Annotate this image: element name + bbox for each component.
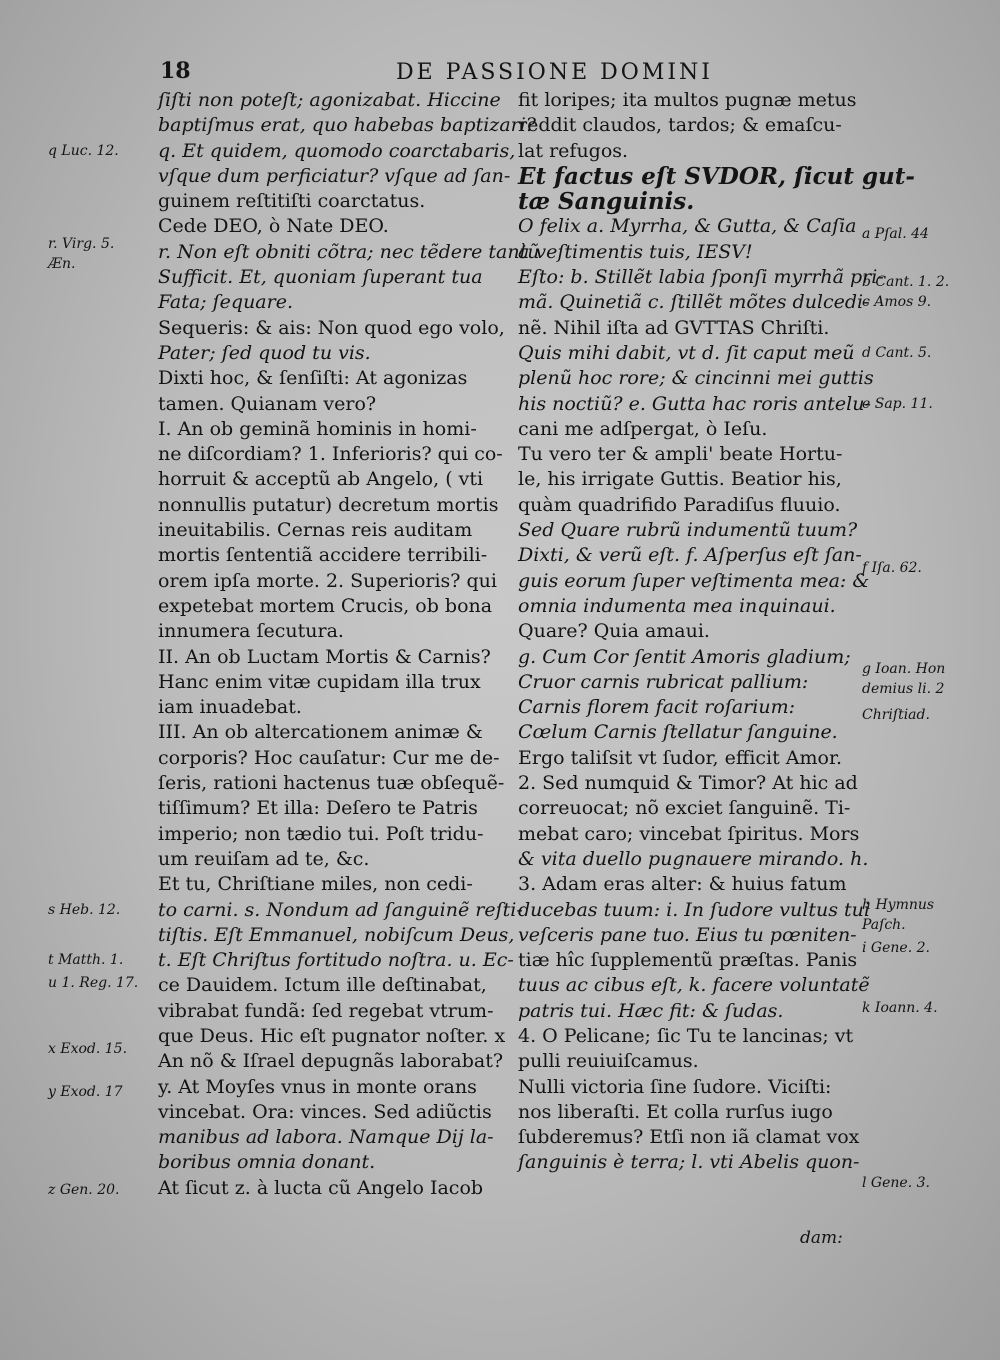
text-line: patris tui. Hæc fit: & ſudas. [518,999,784,1022]
text-line: g. Cum Cor ſentit Amoris gladium; [518,645,851,668]
margin-note: c Amos 9. [862,294,932,311]
text-line: II. An ob Luctam Mortis & Carnis? [158,645,491,668]
text-line: ducebas tuum: i. In ſudore vultus tui [518,898,870,921]
text-line: 3. Adam eras alter: & huius fatum [518,873,847,896]
text-line: Dixti hoc, & ſenſiſti: At agonizas [158,367,468,390]
text-line: Cœlum Carnis ſtellatur ſanguine. [518,721,838,744]
text-line: orem ipſa morte. 2. Superioris? qui [158,569,497,592]
text-line: nonnullis putatur) decretum mortis [158,493,499,516]
text-line: guis eorum ſuper veſtimenta mea: & [518,569,870,592]
text-line: à veſtimentis tuis, IESV! [518,240,753,263]
margin-note: Paſch. [862,916,906,933]
margin-note: x Exod. 15. [48,1040,128,1057]
text-line: tiſtis. Eſt Emmanuel, nobiſcum Deus, [158,923,515,946]
margin-note: u 1. Reg. 17. [48,974,139,991]
margin-note: z Gen. 20. [48,1182,120,1199]
text-line: veſceris pane tuo. Eius tu pœniten- [518,923,857,946]
text-line: Cede DEO, ò Nate DEO. [158,215,389,238]
text-line: Hanc enim vitæ cupidam illa trux [158,670,481,693]
text-line: imperio; non tædio tui. Poſt tridu- [158,822,484,845]
text-line: guinem reſtitiſti coarctatus. [158,190,426,213]
text-line: vincebat. Ora: vinces. Sed adiũctis [158,1100,492,1123]
margin-note: b Cant. 1. 2. [862,274,950,291]
text-line: tamen. Quianam vero? [158,392,377,415]
text-line: nẽ. Nihil iſta ad GVTTAS Chriſti. [518,316,830,339]
margin-note: Æn. [48,256,76,273]
left-text-column [158,88,540,1201]
catchword: dam: [800,1228,843,1248]
text-line: Ergo taliſsit vt ſudor, efficit Amor. [518,746,843,769]
margin-note: h Hymnus [862,896,935,913]
text-line: At ſicut z. à lucta cũ Angelo Iacob [158,1176,484,1199]
text-line: reddit claudos, tardos; & emaſcu- [518,114,842,137]
text-line: 2. Sed numquid & Timor? At hic ad [518,772,858,795]
text-line: iam inuadebat. [158,696,302,719]
text-line: tuus ac cibus eſt, k. facere voluntatẽ [518,974,870,997]
text-line: le, his irrigate Guttis. Beatior his, [518,468,842,491]
text-line: Sed Quare rubrũ indumentũ tuum? [518,519,858,542]
text-line: mã. Quinetiã c. ſtillẽt mõtes dulcedi- [518,291,870,314]
text-line: Pater; ſed quod tu vis. [158,341,371,364]
margin-note: s Heb. 12. [48,901,121,918]
text-line: ce Dauidem. Ictum ille deſtinabat, [158,974,487,997]
text-line: Sufficit. Et, quoniam ſuperant tua [158,266,483,289]
text-line: Nulli victoria ſine ſudore. Viciſti: [518,1075,832,1098]
text-line: expetebat mortem Crucis, ob bona [158,594,493,617]
text-line: boribus omnia donant. [158,1151,376,1174]
text-line: y. At Moyſes vnus in monte orans [158,1075,477,1098]
text-line: I. An ob geminã hominis in homi- [158,417,477,440]
page-number: 18 [160,58,191,84]
text-line: Et tu, Chriſtiane miles, non cedi- [158,873,473,896]
text-line: his noctiũ? e. Gutta hac roris antelu- [518,392,871,415]
text-line: que Deus. Hic eſt pugnator noſter. x [158,1024,506,1047]
margin-note: d Cant. 5. [862,345,932,361]
text-line: Et factus eſt SVDOR, ſicut gut- [518,162,915,190]
text-line: mebat caro; vincebat ſpiritus. Mors [518,822,860,845]
text-line: Sequeris: & ais: Non quod ego volo, [158,316,505,339]
text-line: manibus ad labora. Namque Dij la- [158,1126,494,1149]
margin-note: g Ioan. Hon [862,661,946,678]
margin-note: y Exod. 17 [48,1083,123,1100]
text-line: Fata; ſequare. [158,291,293,314]
text-line: Tu vero ter & ampli' beate Hortu- [518,443,843,466]
text-line: um reuiſam ad te, &c. [158,847,370,870]
margin-note: a Pſal. 44 [862,226,929,243]
text-line: III. An ob altercationem animæ & [158,721,483,744]
text-line: tiæ hîc ſupplementũ præſtas. Panis [518,949,858,972]
text-line: Quare? Quia amaui. [518,620,710,643]
text-line: t. Eſt Chriſtus fortitudo noſtra. u. Ec- [158,949,514,972]
text-line: to carni. s. Nondum ad ſanguinẽ reſti- [158,898,523,921]
margin-note: l Gene. 3. [862,1174,930,1191]
text-line: q. Et quidem, quomodo coarctabaris, [158,139,516,162]
text-line: horruit & acceptũ ab Angelo, ( vti [158,468,484,491]
text-line: Cruor carnis rubricat pallium: [518,670,809,693]
text-line: innumera ſecutura. [158,620,344,643]
text-line: ſanguinis è terra; l. vti Abelis quon- [518,1151,860,1174]
text-line: An nõ & Iſrael depugnãs laborabat? [158,1050,504,1073]
text-line: fit loripes; ita multos pugnæ metus [518,89,857,111]
text-line: tæ Sanguinis. [518,188,695,216]
text-line: mortis ſententiã accidere terribili- [158,544,488,567]
margin-note: i Gene. 2. [862,939,930,956]
margin-note: k Ioann. 4. [862,1000,938,1017]
text-line: correuocat; nõ exciet ſanguinẽ. Ti- [518,797,851,820]
text-line: ne diſcordiam? 1. Inferioris? qui co- [158,443,503,466]
text-line: ſeris, rationi hactenus tuæ obſequẽ- [158,772,505,795]
text-line: Quis mihi dabit, vt d. ſit caput meũ [518,341,855,364]
text-line: pulli reuiuiſcamus. [518,1050,699,1073]
text-line: Dixti, & verũ eſt. f. Aſperſus eſt ſan- [518,544,862,567]
text-line: lat refugos. [518,139,629,162]
text-line: Carnis florem facit roſarium: [518,696,795,719]
margin-note: demius li. 2 [862,681,945,698]
text-line: ineuitabilis. Cernas reis auditam [158,519,473,542]
text-line: tiſſimum? Et illa: Deſero te Patris [158,797,478,820]
text-line: ſiſti non poteſt; agonizabat. Hiccine [158,89,501,111]
text-line: r. Non eſt obniti cõtra; nec tẽdere tantũ [158,240,540,263]
text-line: O felix a. Myrrha, & Gutta, & Caſia [518,215,857,238]
text-line: plenũ hoc rore; & cincinni mei guttis [518,367,874,390]
margin-note: e Sap. 11. [862,395,933,412]
margin-note: q Luc. 12. [48,142,119,159]
margin-note: Chriſtiad. [862,706,930,723]
text-line: nos liberaſti. Et colla rurſus iugo [518,1100,833,1123]
text-line: ſubderemus? Etſi non iã clamat vox [518,1126,860,1149]
text-line: corporis? Hoc cauſatur: Cur me de- [158,746,500,769]
text-line: 4. O Pelicane; ſic Tu te lancinas; vt [518,1024,854,1047]
text-line: cani me adſpergat, ò Ieſu. [518,417,768,440]
text-line: omnia indumenta mea inquinaui. [518,594,836,617]
margin-note: f Iſa. 62. [862,560,922,577]
text-line: vibrabat fundã: ſed regebat vtrum- [158,999,494,1022]
text-line: vſque dum perficiatur? vſque ad ſan- [158,164,511,187]
running-title: DE PASSIONE DOMINI [396,60,713,85]
margin-note: r. Virg. 5. [48,236,115,253]
text-line: baptiſmus erat, quo habebas baptizari? [158,114,536,137]
page-header [160,58,860,88]
text-line: quàm quadrifido Paradiſus fluuio. [518,493,841,516]
text-line: Eſto: b. Stillẽt labia ſponſi myrrhã pri- [518,266,884,289]
text-line: & vita duello pugnauere mirando. h. [518,847,869,870]
margin-note: t Matth. 1. [48,952,124,969]
